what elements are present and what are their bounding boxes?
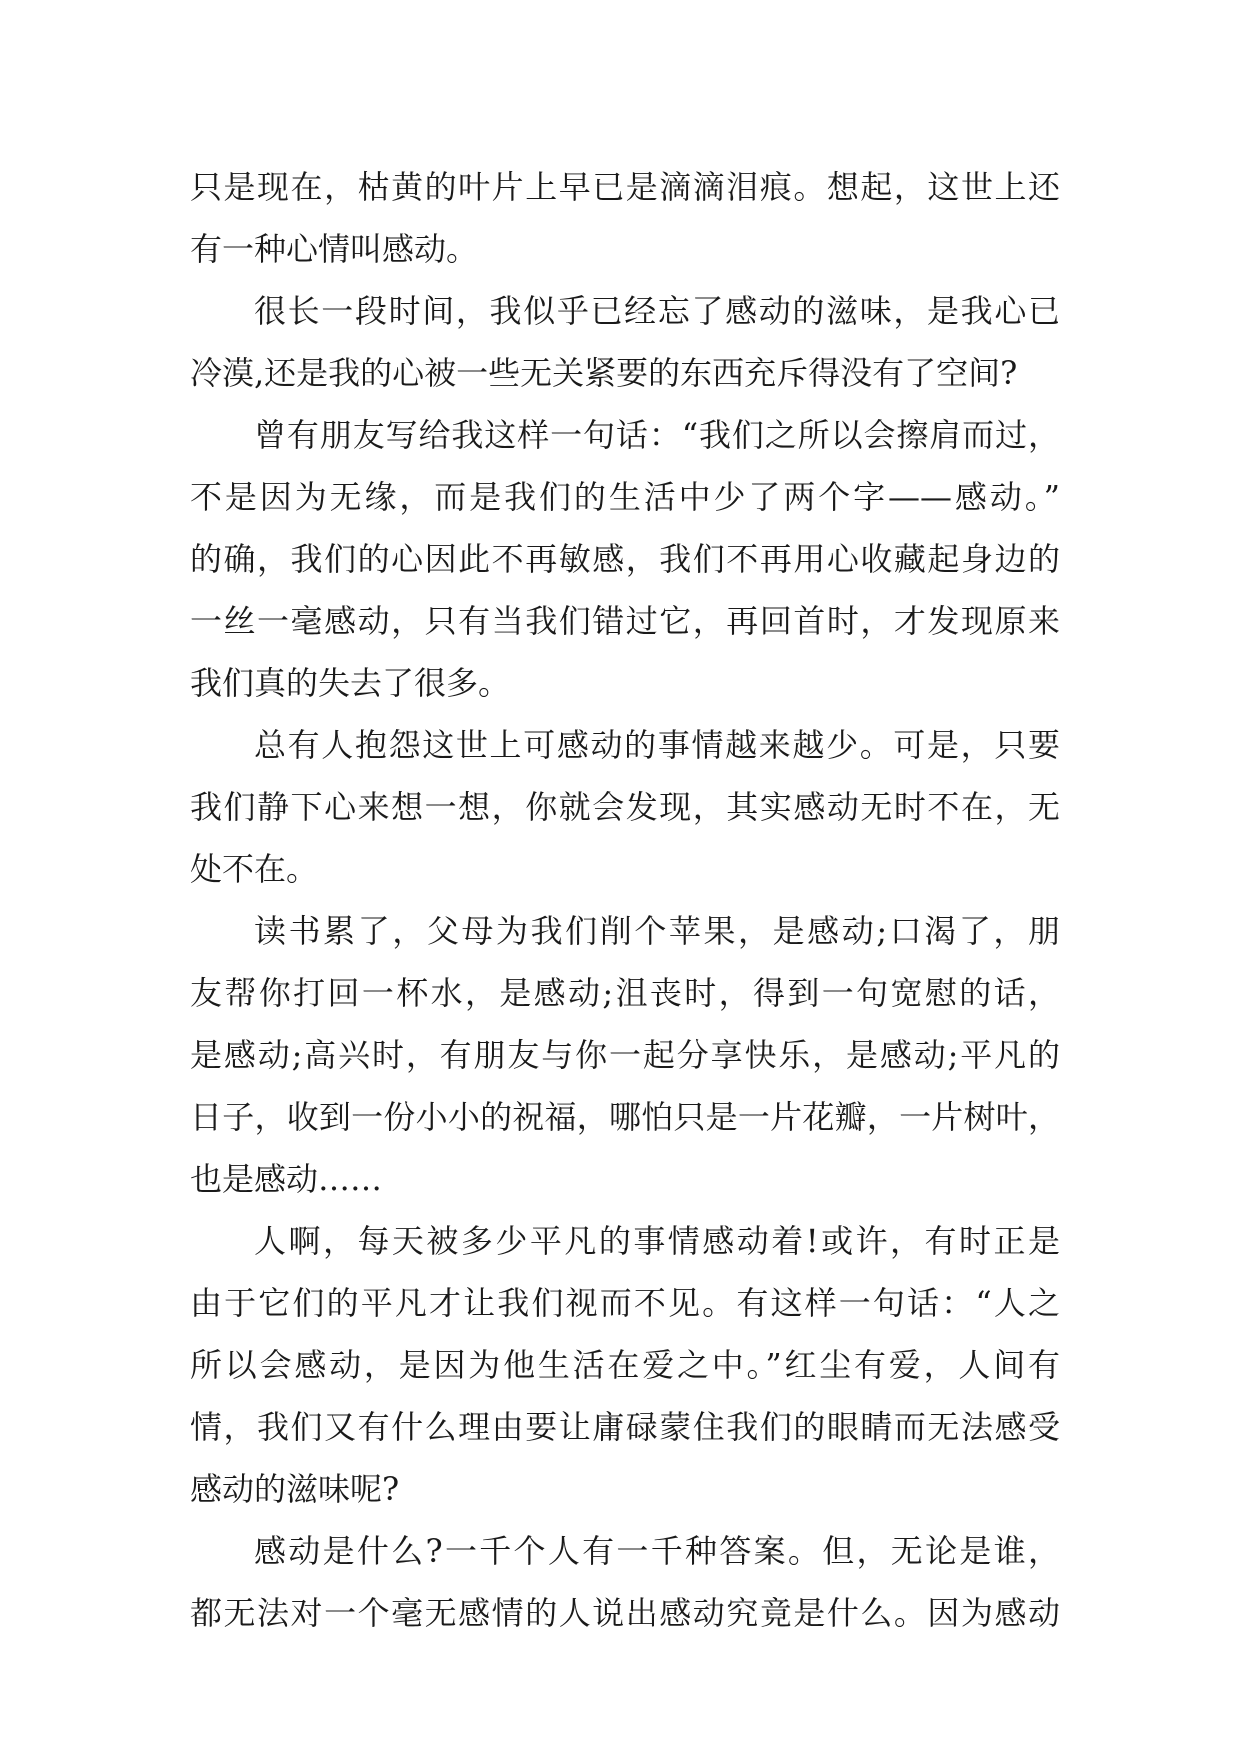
text-line: 感动是什么?一千个人有一千种答案。但，无论是谁， [254,1532,1060,1570]
text-line: 由于它们的平凡才让我们视而不见。有这样一句话：“人之 [190,1284,1060,1322]
text-line: 总有人抱怨这世上可感动的事情越来越少。可是，只要 [254,726,1060,764]
text-line: 的确，我们的心因此不再敏感，我们不再用心收藏起身边的 [190,540,1060,578]
text-line: 不是因为无缘，而是我们的生活中少了两个字——感动。” [190,478,1060,516]
text-line: 感动的滋味呢? [190,1470,400,1508]
text-line: 我们真的失去了很多。 [190,664,511,702]
text-line: 我们静下心来想一想，你就会发现，其实感动无时不在，无 [190,788,1060,826]
text-line: 日子，收到一份小小的祝福，哪怕只是一片花瓣，一片树叶， [190,1098,1060,1136]
text-line: 只是现在，枯黄的叶片上早已是滴滴泪痕。想起，这世上还 [190,168,1060,206]
paragraph [190,280,1060,404]
paragraph [190,1210,1060,1520]
text-line: 所以会感动，是因为他生活在爱之中。”红尘有爱，人间有 [190,1346,1060,1384]
document-body [190,156,1060,1644]
paragraph [190,900,1060,1210]
text-line: 读书累了，父母为我们削个苹果，是感动;口渴了，朋 [254,912,1060,950]
paragraph [190,1520,1060,1644]
text-line: 也是感动…… [190,1160,383,1198]
text-line: 很长一段时间，我似乎已经忘了感动的滋味，是我心已 [254,292,1060,330]
paragraph [190,156,1060,280]
text-line: 情，我们又有什么理由要让庸碌蒙住我们的眼睛而无法感受 [190,1408,1060,1446]
text-line: 人啊，每天被多少平凡的事情感动着!或许，有时正是 [254,1222,1060,1260]
text-line: 冷漠,还是我的心被一些无关紧要的东西充斥得没有了空间? [190,354,1018,392]
text-line: 有一种心情叫感动。 [190,230,479,268]
paragraph [190,714,1060,900]
paragraph [190,404,1060,714]
text-line: 处不在。 [190,850,319,888]
text-line: 友帮你打回一杯水，是感动;沮丧时，得到一句宽慰的话， [190,974,1060,1012]
text-line: 是感动;高兴时，有朋友与你一起分享快乐，是感动;平凡的 [190,1036,1060,1074]
text-line: 一丝一毫感动，只有当我们错过它，再回首时，才发现原来 [190,602,1060,640]
text-line: 都无法对一个毫无感情的人说出感动究竟是什么。因为感动 [190,1594,1060,1632]
text-line: 曾有朋友写给我这样一句话：“我们之所以会擦肩而过， [254,416,1060,454]
